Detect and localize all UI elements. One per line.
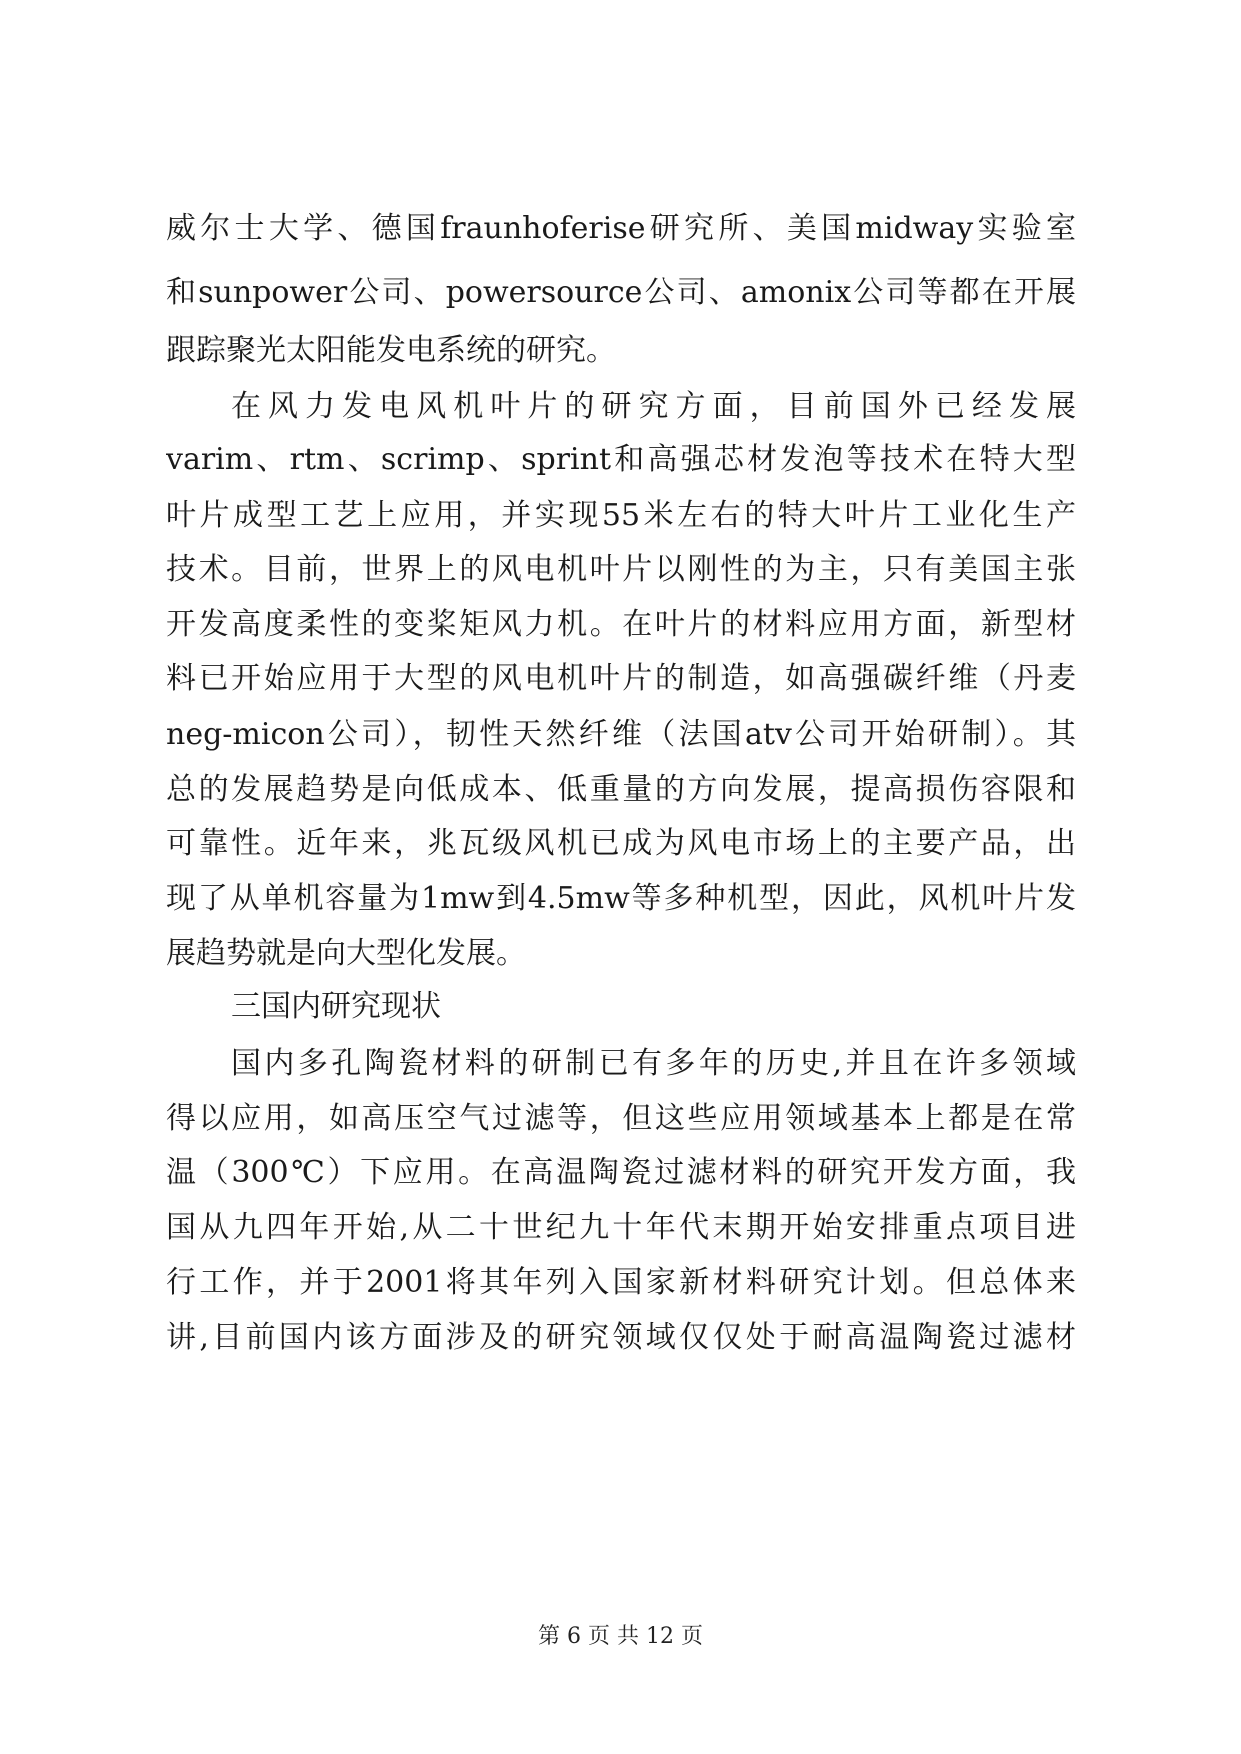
paragraph-first-line: 国内多孔陶瓷材料的研制已有多年的历史,并且在许多领域	[231, 1046, 1076, 1081]
body-line: 讲,目前国内该方面涉及的研究领域仅仅处于耐高温陶瓷过滤材	[166, 1320, 1076, 1355]
body-line: 开发高度柔性的变桨矩风力机。在叶片的材料应用方面，新型材	[166, 607, 1076, 642]
body-line: 总的发展趋势是向低成本、低重量的方向发展，提高损伤容限和	[166, 772, 1076, 807]
body-line: 威尔士大学、德国fraunhoferise研究所、美国midway实验室	[166, 211, 1076, 246]
body-line: 得以应用，如高压空气过滤等，但这些应用领域基本上都是在常	[166, 1101, 1076, 1136]
body-line: neg-micon公司），韧性天然纤维（法国atv公司开始研制）。其	[166, 717, 1076, 752]
body-line: 行工作，并于2001将其年列入国家新材料研究计划。但总体来	[166, 1265, 1076, 1300]
body-line: varim、rtm、scrimp、sprint和高强芯材发泡等技术在特大型	[166, 442, 1076, 477]
body-line: 技术。目前，世界上的风电机叶片以刚性的为主，只有美国主张	[166, 552, 1076, 587]
body-line: 可靠性。近年来，兆瓦级风机已成为风电市场上的主要产品，出	[166, 826, 1076, 861]
body-line: 国从九四年开始,从二十世纪九十年代末期开始安排重点项目进	[166, 1210, 1076, 1245]
body-line: 温（300℃）下应用。在高温陶瓷过滤材料的研究开发方面，我	[166, 1155, 1076, 1190]
body-line: 跟踪聚光太阳能发电系统的研究。	[166, 333, 616, 368]
body-line: 展趋势就是向大型化发展。	[166, 936, 526, 971]
section-heading: 三国内研究现状	[231, 989, 441, 1024]
paragraph-first-line: 在风力发电风机叶片的研究方面，目前国外已经发展	[231, 389, 1076, 424]
body-line: 和sunpower公司、powersource公司、amonix公司等都在开展	[166, 275, 1076, 310]
body-line: 料已开始应用于大型的风电机叶片的制造，如高强碳纤维（丹麦	[166, 661, 1076, 696]
body-line: 叶片成型工艺上应用，并实现55米左右的特大叶片工业化生产	[166, 498, 1076, 533]
page-number-footer: 第 6 页 共 12 页	[538, 1624, 703, 1649]
body-line: 现了从单机容量为1mw到4.5mw等多种机型，因此，风机叶片发	[166, 881, 1076, 916]
